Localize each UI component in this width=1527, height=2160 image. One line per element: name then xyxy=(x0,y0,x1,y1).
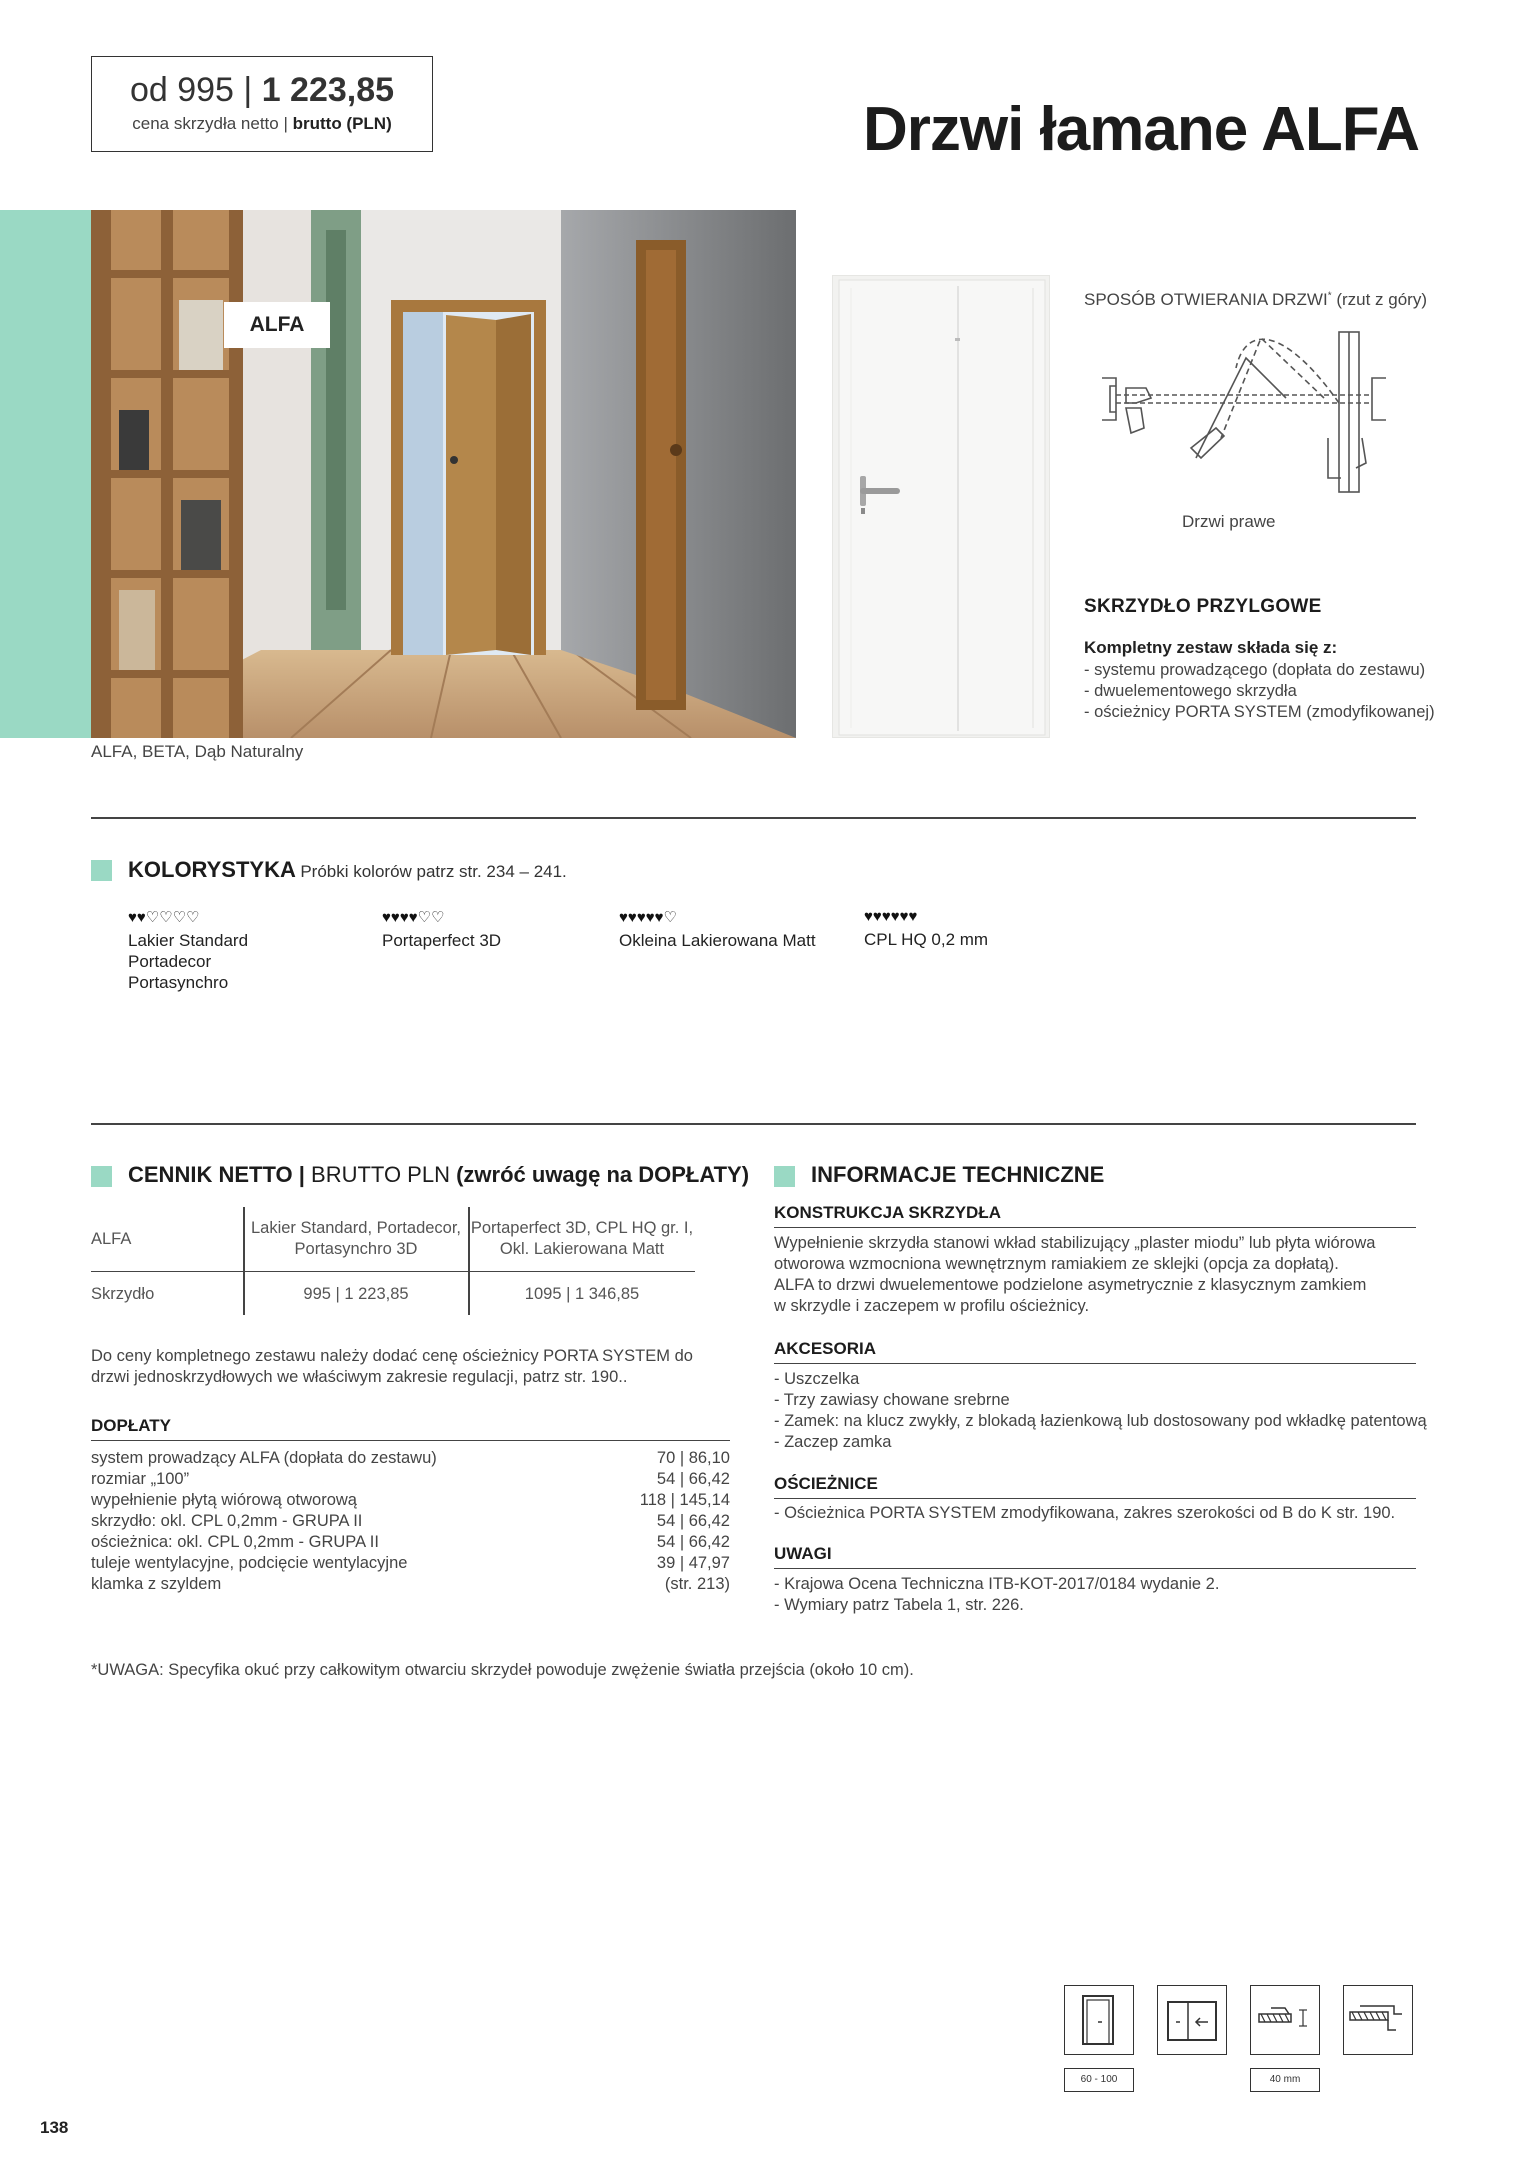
door-thickness-label: 40 mm xyxy=(1250,2068,1320,2092)
opening-diagram-caption: Drzwi prawe xyxy=(1182,512,1276,531)
opening-plan-diagram xyxy=(1096,328,1396,503)
price-box xyxy=(91,56,433,152)
leaf-set-title: Kompletny zestaw składa się z: xyxy=(1084,638,1338,657)
leaf-item: - systemu prowadzącego (dopłata do zestawu) xyxy=(1084,661,1426,679)
divider xyxy=(91,817,1416,819)
rating-icon: ♥♥♡♡♡♡ xyxy=(128,909,200,926)
table-col-header: Portaperfect 3D, CPL HQ gr. I, Okl. Lakierowana Matt xyxy=(470,1219,694,1258)
section-marker xyxy=(91,1166,112,1187)
tech-section-body: - Uszczelka - Trzy zawiasy chowane srebrne - Zamek: na klucz zwykły, z blokadą łazienkową lub dostosowany pod wkładkę patentową - Zaczep zamka xyxy=(774,1370,1427,1451)
list-item: klamka z szyldem (str. 213) xyxy=(91,1575,730,1593)
door-width-label: 60 - 100 xyxy=(1064,2068,1134,2092)
door-product-image xyxy=(832,275,1050,738)
opening-label: SPOSÓB OTWIERANIA DRZWI* (rzut z góry) xyxy=(1084,290,1428,309)
door-illustration xyxy=(833,276,1051,739)
footnote: *UWAGA: Specyfika okuć przy całkowitym otwarciu skrzydeł powoduje zwężenie światła przejścia (około 10 cm). xyxy=(91,1661,914,1679)
table-cell: 995 | 1 223,85 xyxy=(303,1285,409,1303)
tech-section-title: AKCESORIA xyxy=(774,1339,877,1358)
surcharges-title: DOPŁATY xyxy=(91,1416,171,1435)
table-col-header: Lakier Standard, Portadecor, Portasynchro 3D xyxy=(250,1219,462,1258)
color-group: ♥♥♥♥♥♡ Okleina Lakierowana Matt xyxy=(619,909,816,950)
table-row-label: Skrzydło xyxy=(91,1285,155,1303)
colors-note: Próbki kolorów patrz str. 234 – 241. xyxy=(300,862,567,881)
tech-section-title: UWAGI xyxy=(774,1544,832,1563)
price-label: cena skrzydła netto | brutto (PLN) xyxy=(132,114,392,133)
accent-bar xyxy=(0,210,91,738)
section-marker xyxy=(91,860,112,881)
table-row-header: ALFA xyxy=(91,1230,132,1248)
leaf-items xyxy=(1084,660,1435,723)
rating-icon: ♥♥♥♥♡♡ xyxy=(382,909,445,926)
divider xyxy=(91,1123,1416,1125)
list-item: skrzydło: okl. CPL 0,2mm - GRUPA II 54 | 66,42 xyxy=(91,1512,730,1530)
list-item: tuleje wentylacyjne, podcięcie wentylacyjne 39 | 47,97 xyxy=(91,1554,730,1572)
tech-section-title: KONSTRUKCJA SKRZYDŁA xyxy=(774,1203,1001,1222)
pricing-header: CENNIK NETTO | BRUTTO PLN (zwróć uwagę na DOPŁATY) xyxy=(128,1162,750,1187)
interior-photo xyxy=(91,210,796,738)
color-group: ♥♥♡♡♡♡ Lakier Standard Portadecor Portasynchro xyxy=(128,909,249,992)
tech-section-body: - Ościeżnica PORTA SYSTEM zmodyfikowana, zakres szerokości od B do K str. 190. xyxy=(774,1504,1396,1522)
leaf-item: - ościeżnicy PORTA SYSTEM (zmodyfikowanej) xyxy=(1084,703,1435,721)
tech-section-title: OŚCIEŻNICE xyxy=(774,1474,878,1493)
price-line: od 995 | 1 223,85 xyxy=(129,71,395,109)
rebated-edge-icon xyxy=(1343,1985,1413,2055)
tech-section-body: - Krajowa Ocena Techniczna ITB-KOT-2017/0184 wydanie 2. - Wymiary patrz Tabela 1, str. 226. xyxy=(774,1575,1220,1614)
price-brutto: 1 223,85 xyxy=(261,71,395,109)
photo-caption: ALFA, BETA, Dąb Naturalny xyxy=(91,742,304,761)
color-group: ♥♥♥♥♥♥ CPL HQ 0,2 mm xyxy=(864,908,989,949)
surcharges-divider xyxy=(91,1440,730,1441)
tech-title: INFORMACJE TECHNICZNE xyxy=(811,1162,1105,1187)
interior-illustration xyxy=(91,210,796,738)
color-group: ♥♥♥♥♡♡ Portaperfect 3D xyxy=(382,909,502,950)
door-width-icon xyxy=(1064,1985,1134,2055)
leaf-item: - dwuelementowego skrzydła xyxy=(1084,682,1297,700)
list-item: wypełnienie płytą wiórową otworową 118 | 145,14 xyxy=(91,1491,730,1509)
section-marker xyxy=(774,1166,795,1187)
rating-icon: ♥♥♥♥♥♡ xyxy=(619,909,677,926)
table-divider xyxy=(91,1271,695,1272)
tech-section-body: Wypełnienie skrzydła stanowi wkład stabilizujący „plaster miodu” lub płyta wiórowa otworowa wzmocniona wewnętrznym ramiakiem ze sklejki (opcja za dopłatą). ALFA to drzwi dwuelementowe podzielone asymetrycznie z klasycznym zamkiem w skrzydle i zaczepem w profilu ościeżnicy. xyxy=(774,1234,1376,1315)
list-item: system prowadzący ALFA (dopłata do zestawu) 70 | 86,10 xyxy=(91,1449,730,1467)
list-item: ościeżnica: okl. CPL 0,2mm - GRUPA II 54 | 66,42 xyxy=(91,1533,730,1551)
page-number: 138 xyxy=(40,2118,69,2137)
table-cell: 1095 | 1 346,85 xyxy=(524,1285,640,1303)
leaf-title: SKRZYDŁO PRZYLGOWE xyxy=(1084,596,1322,617)
colors-header xyxy=(128,857,567,883)
colors-title: KOLORYSTYKA xyxy=(128,857,296,882)
sliding-door-icon xyxy=(1157,1985,1227,2055)
page-title: Drzwi łamane ALFA xyxy=(862,95,1419,164)
rating-icon: ♥♥♥♥♥♥ xyxy=(864,908,918,925)
pricing-note: Do ceny kompletnego zestawu należy dodać cenę ościeżnicy PORTA SYSTEM do drzwi jednoskrzydłowych we właściwym zakresie regulacji, patrz str. 190.. xyxy=(91,1347,693,1386)
photo-badge: ALFA xyxy=(224,302,330,348)
list-item: rozmiar „100” 54 | 66,42 xyxy=(91,1470,730,1488)
door-thickness-icon xyxy=(1250,1985,1320,2055)
